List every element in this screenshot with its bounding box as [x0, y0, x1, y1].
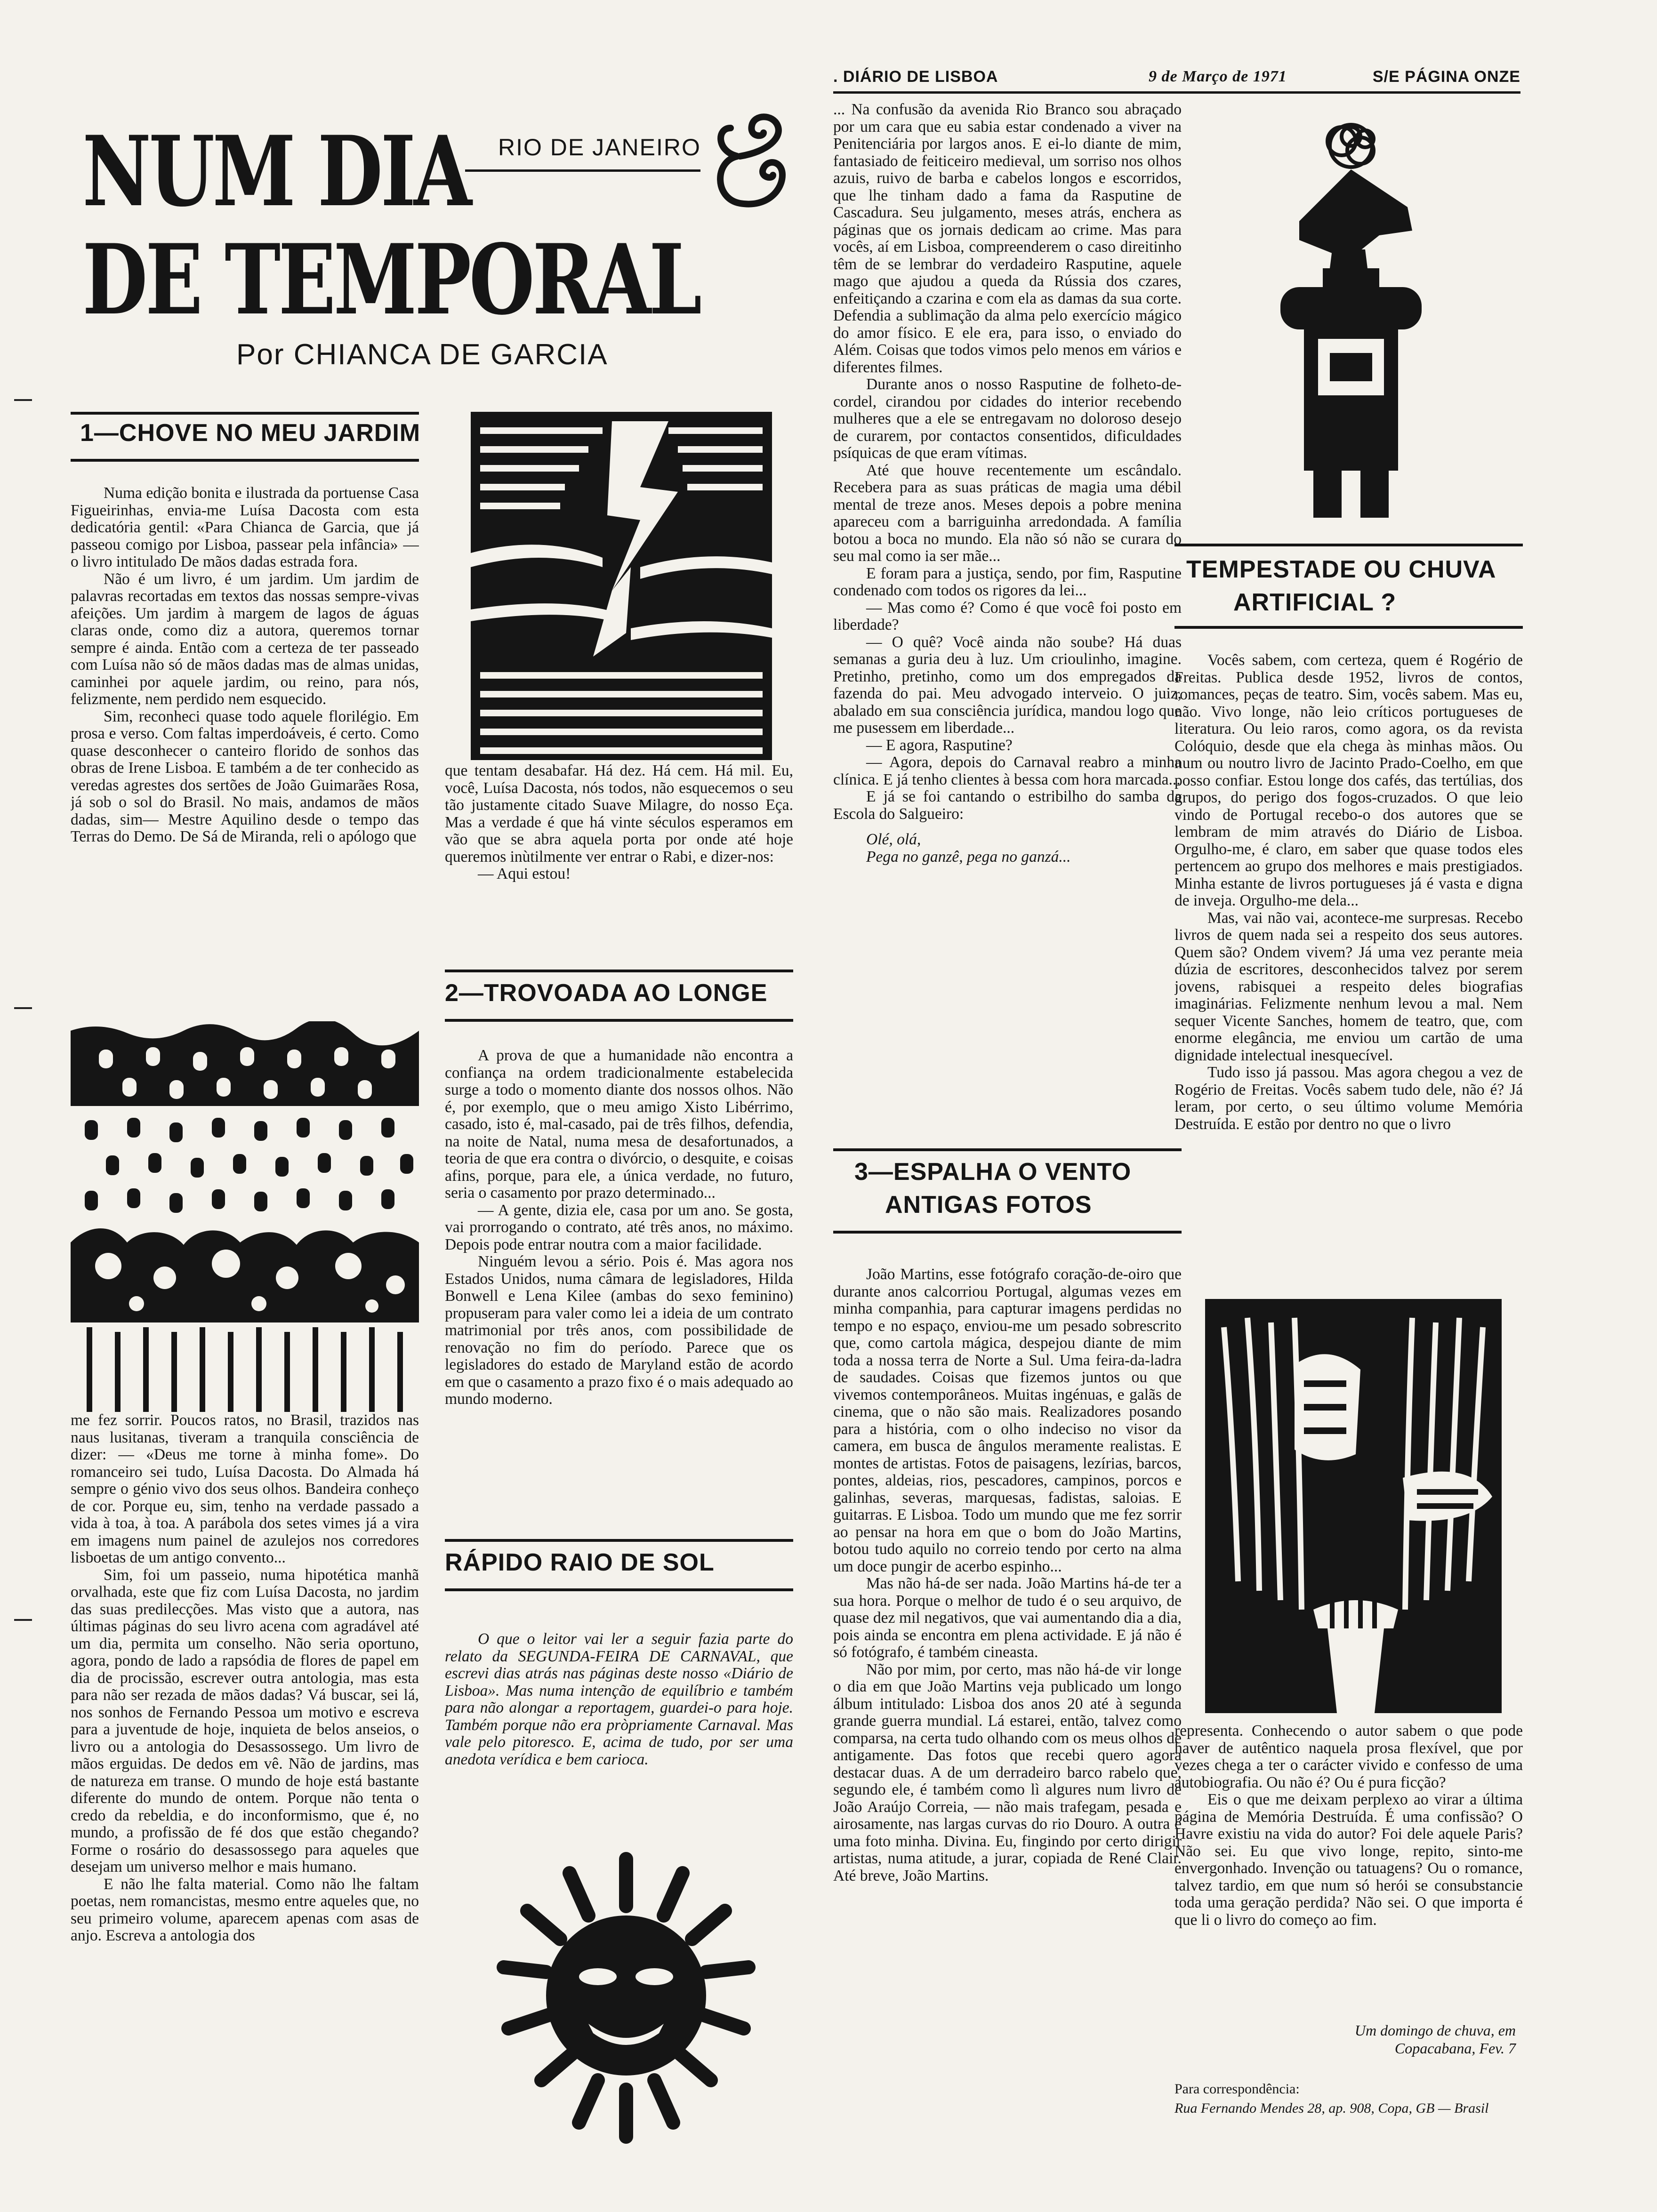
- woman-with-hat-woodcut: [1271, 113, 1431, 522]
- paragraph: Durante anos o nosso Rasputine de folheto-de-cordel, cirandou por cidades do interior recebendo mulheres que a ele se entregavam no doloroso desejo de curarem, por contactos consentidos, dificuldades psíquicas de que eram vítimas.: [833, 376, 1182, 462]
- masthead: [833, 65, 1520, 94]
- section-rule: [71, 412, 419, 415]
- paragraph: Tudo isso já passou. Mas agora chegou a vez de Rogério de Freitas. Vocês sabem tudo dele, não é? Já leram, por certo, o seu último volume Memória Destruída. E estão por dentro no que o livro: [1174, 1064, 1523, 1133]
- section-heading-2: 2—TROVOADA AO LONGE: [445, 979, 768, 1007]
- correspondence-label: Para correspondência:: [1174, 2081, 1300, 2097]
- paragraph: Não é um livro, é um jardim. Um jardim de palavras recortadas em textos das nossas sempre-vivas afeições. Um jardim à margem de lagos de águas claras onde, como diz a autora, queremos tornar sempre é ainda. Então com a certeza de ter passeado com Luísa não só de mãos dadas mas de almas unidas, caminhei por aquele jardim, ou reino, para nós, felizmente, nem perdido nem esquecido.: [71, 570, 419, 708]
- paragraph: E não lhe falta material. Como não lhe faltam poetas, nem romancistas, mesmo entre aqueles que, no seu primeiro volume, aparecem apenas com asas de anjo. Escreva a antologia dos: [71, 1875, 419, 1944]
- paragraph: Mas, vai não vai, acontece-me surpresas. Recebo livros de quem nada sei a respeito dos seus autores. Quem são? Ondem vivem? Já uma vez perante meia dúzia de escritores, desconhecidos talvez por serem jovens, rabisquei a respeito deles biografias imaginárias. Felizmente nenhum levou a mal. Nem sequer Vicente Sanches, homem de teatro, que, com enorme elegância, me enviou um cartão de uma dignidade intelectual inesquecível.: [1174, 909, 1523, 1064]
- edge-mark: [14, 399, 32, 401]
- lightning-woodcut: [471, 412, 772, 760]
- paragraph: representa. Conhecendo o autor sabem o que pode haver de autêntico naquela prosa flexível, que por vezes chega a ter o carácter vivido e confesso de uma autobiografia. Ou não é? Ou é pura ficção?: [1174, 1723, 1523, 1791]
- signoff-line: Um domingo de chuva, em: [1354, 2022, 1516, 2039]
- column-4-text-top: [1174, 652, 1523, 1306]
- edge-mark: [14, 1619, 32, 1621]
- section-heading-tempestade-line-2: ARTIFICIAL ?: [1233, 589, 1397, 616]
- sun-woodcut: [485, 1845, 767, 2146]
- location-label: [465, 132, 700, 172]
- paragraph: — Agora, depois do Carnaval reabro a minha clínica. E já tenho clientes à bessa com hora marcada...: [833, 753, 1182, 788]
- paragraph: que tentam desabafar. Há dez. Há cem. Há mil. Eu, você, Luísa Dacosta, nós todos, não esquecemos o seu tão justamente citado Suave Milagre, do nosso Eça. Mas a verdade é que há vinte séculos esperamos em vão que se abra aquela porta por onde até hoje queremos inùtilmente ver entrar o Rabi, e dizer-nos:: [445, 762, 793, 866]
- correspondence-address: Rua Fernando Mendes 28, ap. 908, Copa, GB — Brasil: [1174, 2100, 1489, 2116]
- paragraph: Eis o que me deixam perplexo ao virar a última página de Memória Destruída. É uma confissão? O Havre existiu na vida do autor? Foi dele aquele Paris? Não sei. Eu que vivo longe, repito, sinto-me envergonhado. Invenção ou tatuagens? Ou o romance, talvez tardio, em que num só herói se consubstancie toda uma geração perdida? Não sei. O que importa é que li o livro do começo ao fim.: [1174, 1791, 1523, 1929]
- paragraph: Sim, foi um passeio, numa hipotética manhã orvalhada, este que fiz com Luísa Dacosta, no jardim das suas predilecções. Mas visto que a autora, nas últimas páginas do seu livro acena com agradável até um dia, permita um conselho. Não seria oportuno, agora, pondo de lado a rapsódia de flores de papel em dia de procissão, escrever outra antologia, mas esta para não ser rezada de mãos dadas? Vá buscar, sei lá, nos sonhos de Fernando Pessoa um motivo e escreva para a juventude de hoje, inquieta de belos anseios, o livro ou a antologia do Desassossego. Um livro de mãos erguidas. De dedos em vê. Não de jardins, mas de natureza em transe. O mundo de hoje está bastante diferente do mundo de ontem. Porque não tenta o credo da rebeldia, e do inconformismo, que é, no mundo, a profissão de fé dos que estão chegando? Forme o rosário do desassossego para aqueles que desejam um universo melhor e mais humano.: [71, 1566, 419, 1875]
- headline-line-1: NUM DIA: [82, 115, 470, 228]
- section-rule: [445, 1539, 793, 1542]
- section-heading-3-line-1: 3—ESPALHA O VENTO: [854, 1158, 1132, 1186]
- section-rule: [1174, 626, 1523, 629]
- section-rule: [445, 1019, 793, 1022]
- column-3-text-top: [833, 101, 1182, 1155]
- signoff-line: Copacabana, Fev. 7: [1394, 2040, 1516, 2057]
- column-4-text-bottom: [1174, 1723, 1523, 2014]
- section-heading-rapido: RÁPIDO RAIO DE SOL: [445, 1549, 715, 1576]
- paragraph: Sim, reconheci quase todo aquele florilégio. Em prosa e verso. Com faltas imperdoáveis, é certo. Como quase desconhecer o canteiro florido de sonhos das obras de Irene Lisboa. E também a de ter conhecido as veredas agrestes dos sertões de João Guimarães Rosa, já sob o sol do Brasil. No mais, andamos de mãos dadas, sim— Mestre Aquilino desde o tempo das Terras do Demo. De Sá de Miranda, reli o apólogo que: [71, 707, 419, 845]
- column-1-text-bottom: [71, 1412, 419, 2184]
- rain-garden-woodcut: [71, 1021, 419, 1412]
- column-1-text-top: [71, 485, 419, 988]
- headline-line-2: DE TEMPORAL: [82, 224, 700, 337]
- paragraph: Não por mim, por certo, mas não há-de vir longe o dia em que João Martins veja publicado um longo álbum intitulado: Lisboa dos anos 20 até à segunda grande guerra mundial. Lá estarei, então, talvez como comparsa, na certa tudo olhando com os meus olhos de antigamente. Das fotos que recebi quero agora destacar duas. A de um derradeiro barco rabelo que, segundo ele, é também como lì algures num livro de João Araújo Correia, — não mais trafegam, pesada e airosamente, nas largas curvas do rio Douro. A outra é uma foto minha. Divina. Eu, fingindo por certo dirigir artistas, numa atitude, a jurar, copiada de René Clair. Até breve, João Martins.: [833, 1660, 1182, 1884]
- issue-date: 9 de Março de 1971: [1149, 68, 1287, 85]
- paragraph: — Mas como é? Como é que você foi posto em liberdade?: [833, 599, 1182, 633]
- paragraph: E foram para a justiça, sendo, por fim, Rasputine condenado com todos os rigores da lei...: [833, 564, 1182, 599]
- section-heading-tempestade-line-1: TEMPESTADE OU CHUVA: [1186, 556, 1496, 583]
- paragraph: — E agora, Rasputine?: [866, 736, 1013, 754]
- paragraph: — O quê? Você ainda não soube? Há duas semanas a guria deu à luz. Um crioulinho, imagine. Pretinho, pretinho, como um dos empregados da fazenda do pai. Meu advogado interveio. O juiz, abalado em sua consciência jurídica, mandou logo que me pusessem em liberdade...: [833, 633, 1182, 737]
- paragraph: me fez sorrir. Poucos ratos, no Brasil, trazidos nas naus lusitanas, tiveram a tranquila consciência de dizer: — «Deus me torne à minha fome». Do romanceiro sei tudo, Luísa Dacosta. Do Almada há sempre o génio vivo dos seus olhos. Bandeira conheço de cor. Porque eu, sim, tenho na verdade passado a vida à toa, à toa. A parábola dos setes vimes já a vira em imagens num painel de azulejos nos corredores lisboetas de um antigo convento...: [71, 1412, 419, 1566]
- newspaper-name: . DIÁRIO DE LISBOA: [833, 68, 998, 86]
- location-text: RIO DE JANEIRO: [498, 134, 701, 160]
- paragraph: Ninguém levou a sério. Pois é. Mas agora nos Estados Unidos, numa câmara de legisladores, Hilda Bonwell e Lena Kilee (ambas do sexo feminino) propuseram para valer como lei a ideia de um contrato matrimonial por três anos, com possibilidade de renovação no fim do período. Parece que os legisladores do estado de Maryland estão de acordo em que o casamento a prazo fixo é o mais adequado ao mundo moderno.: [445, 1253, 793, 1408]
- paragraph: O que o leitor vai ler a seguir fazia parte do relato da SEGUNDA-FEIRA DE CARNAVAL, que escrevi dias atrás nas páginas deste nosso «Diário de Lisboa». Mas numa intenção de equilíbrio e também para não alongar a reportagem, guardei-o para hoje. Também porque não era pròpriamente Carnaval. Mas vale pelo pitoresco. E, acima de tudo, por ser uma anedota verídica e bem carioca.: [445, 1631, 793, 1768]
- paragraph: João Martins, esse fotógrafo coração-de-oiro que durante anos calcorriou Portugal, algumas vezes em minha companhia, para capturar imagens perdidas no tempo e no espaço, enviou-me um pesado sobrescrito que, como cartola mágica, despejou diante de mim toda a nossa terra de Norte a Sul. Uma feira-da-ladra de saudades. Coisas que fizemos juntos ou que vivemos contemporâneos. Muitas ingénuas, e galãs de cinema, que o não são mais. Realizadores posando para a história, com o olho indeciso no visor da camera, em busca de ângulos meramente realistas. E montes de artistas. Fotos de paisagens, lezírias, barcos, pontes, aldeias, rios, pescadores, campinos, porcos e galinhas, severas, marquesas, fadistas, saloias. E guitarras. E Lisboa. Todo um mundo que me fez sorrir ao pensar na hora em que o bom do João Martins, botou tudo aquilo no correio tendo por certo na alma um doce pungir de acerbo espinho...: [833, 1266, 1182, 1575]
- column-2-text-middle: [445, 1047, 793, 1527]
- signoff: [1205, 2021, 1516, 2057]
- verse-line: Olé, olá,: [866, 831, 921, 848]
- paragraph: — Aqui estou!: [478, 865, 571, 882]
- paragraph: A prova de que a humanidade não encontra a confiança na ordem tradicionalmente estabelecida surge a todo o momento diante dos nossos olhos. Não é, por exemplo, que o meu amigo Xisto Libérrimo, casado, isto é, mal-casado, pai de três filhos, defendia, na noite de Natal, numa mesa de desafortunados, a teoria de que era contra o divórcio, o desquite, e coisas afins, porque, para ele, a única verdade, no futuro, seria o casamento por prazo determinado...: [445, 1047, 793, 1202]
- paragraph: Mas não há-de ser nada. João Martins há-de ter a sua hora. Porque o melhor de tudo é o seu arquivo, de quase dez mil negativos, que vai aumentando dia a dia, pois ainda se encontra em plena actividade. E já não é só fotógrafo, é também cineasta.: [833, 1575, 1182, 1661]
- section-rule: [445, 970, 793, 972]
- column-2-intro: [445, 1631, 793, 1847]
- section-rule: [833, 1231, 1182, 1234]
- section-rule: [833, 1148, 1182, 1151]
- paragraph: — A gente, dizia ele, casa por um ano. Se gosta, vai prorrogando o contrato, até três anos, no máximo. Depois pode entrar noutra com a maior facilidade.: [445, 1201, 793, 1253]
- byline: Por CHIANCA DE GARCIA: [236, 338, 608, 371]
- paragraph: Vocês sabem, com certeza, quem é Rogério de Freitas. Publica desde 1952, livros de contos, romances, peças de teatro. Sim, vocês sabem. Mas eu, não. Vivo longe, não leio críticos portugueses de literatura. Ou leio raros, como agora, os da revista Colóquio, desde que ela chega às minhas mãos. Ou num ou noutro livro de Jacinto Prado-Coelho, em que posso confiar. Estou longe dos cafés, das tertúlias, dos grupos, do perigo dos fogos-cruzados. O que leio vindo de Portugal recebo-o dos autores que se lembram de mim através do Diário de Lisboa. Orgulho-me, é claro, em saber que quase todos eles pertencem ao grupo dos melhores e mais prestigiados. Minha estante de livros portugueses já é vasta e digna de inveja. Orgulho-me dela...: [1174, 652, 1523, 909]
- hands-woodcut: [1205, 1299, 1502, 1713]
- paragraph: Até que houve recentemente um escândalo. Recebera para as suas práticas de magia uma débil mental de treze anos. Meses depois a pobre menina apareceu com a barriguinha arredondada. A família botou a boca no mundo. Ela não só não se curara do seu mal como ia ser mãe...: [833, 461, 1182, 565]
- section-rule: [445, 1588, 793, 1591]
- section-heading-1: 1—CHOVE NO MEU JARDIM: [80, 419, 421, 447]
- column-2-text-top: [445, 762, 793, 960]
- ornament-icon: [712, 109, 792, 227]
- paragraph: ... Na confusão da avenida Rio Branco sou abraçado por um cara que eu sabia estar condenado a viver na Penitenciária por largos anos. E ei-lo diante de mim, fantasiado de feiticeiro medieval, um sorriso nos olhos azuis, ruivo de barba e cabelos longos e escorridos, que lhe tinham dado a fama da Rasputine de Cascadura. Seu julgamento, meses atrás, enchera as páginas que os jornais dedicam ao crime. Mas para vocês, aí em Lisboa, compreenderem o caso direitinho têm de se lembrar do verdadeiro Rasputine, aquele mago que ajudou a queda da Rússia dos czares, enfeitiçando a czarina e com ela as damas da sua corte. Defendia a sublimação da alma pelo exercício mágico do amor físico. E ele era, para isso, o enviado do Além. Coisas que todos vimos pelo menos em vários e diferentes filmes.: [833, 101, 1182, 376]
- paragraph: E já se foi cantando o estribilho do samba da Escola do Salgueiro:: [833, 788, 1182, 823]
- paragraph: Numa edição bonita e ilustrada da portuense Casa Figueirinhas, envia-me Luísa Dacosta com esta dedicatória gentil: «Para Chianca de Garcia, que já passeou comigo por Lisboa, passear pela infância» — o livro intitulado De mãos dadas estrada fora.: [71, 485, 419, 570]
- section-rule: [71, 459, 419, 462]
- page-label: S/E PÁGINA ONZE: [1372, 68, 1520, 86]
- section-heading-3-line-2: ANTIGAS FOTOS: [885, 1191, 1092, 1218]
- column-3-text-bottom: [833, 1266, 1182, 2165]
- edge-mark: [14, 1007, 32, 1009]
- verse-line: Pega no ganzê, pega no ganzá...: [866, 848, 1071, 866]
- section-rule: [1174, 544, 1523, 546]
